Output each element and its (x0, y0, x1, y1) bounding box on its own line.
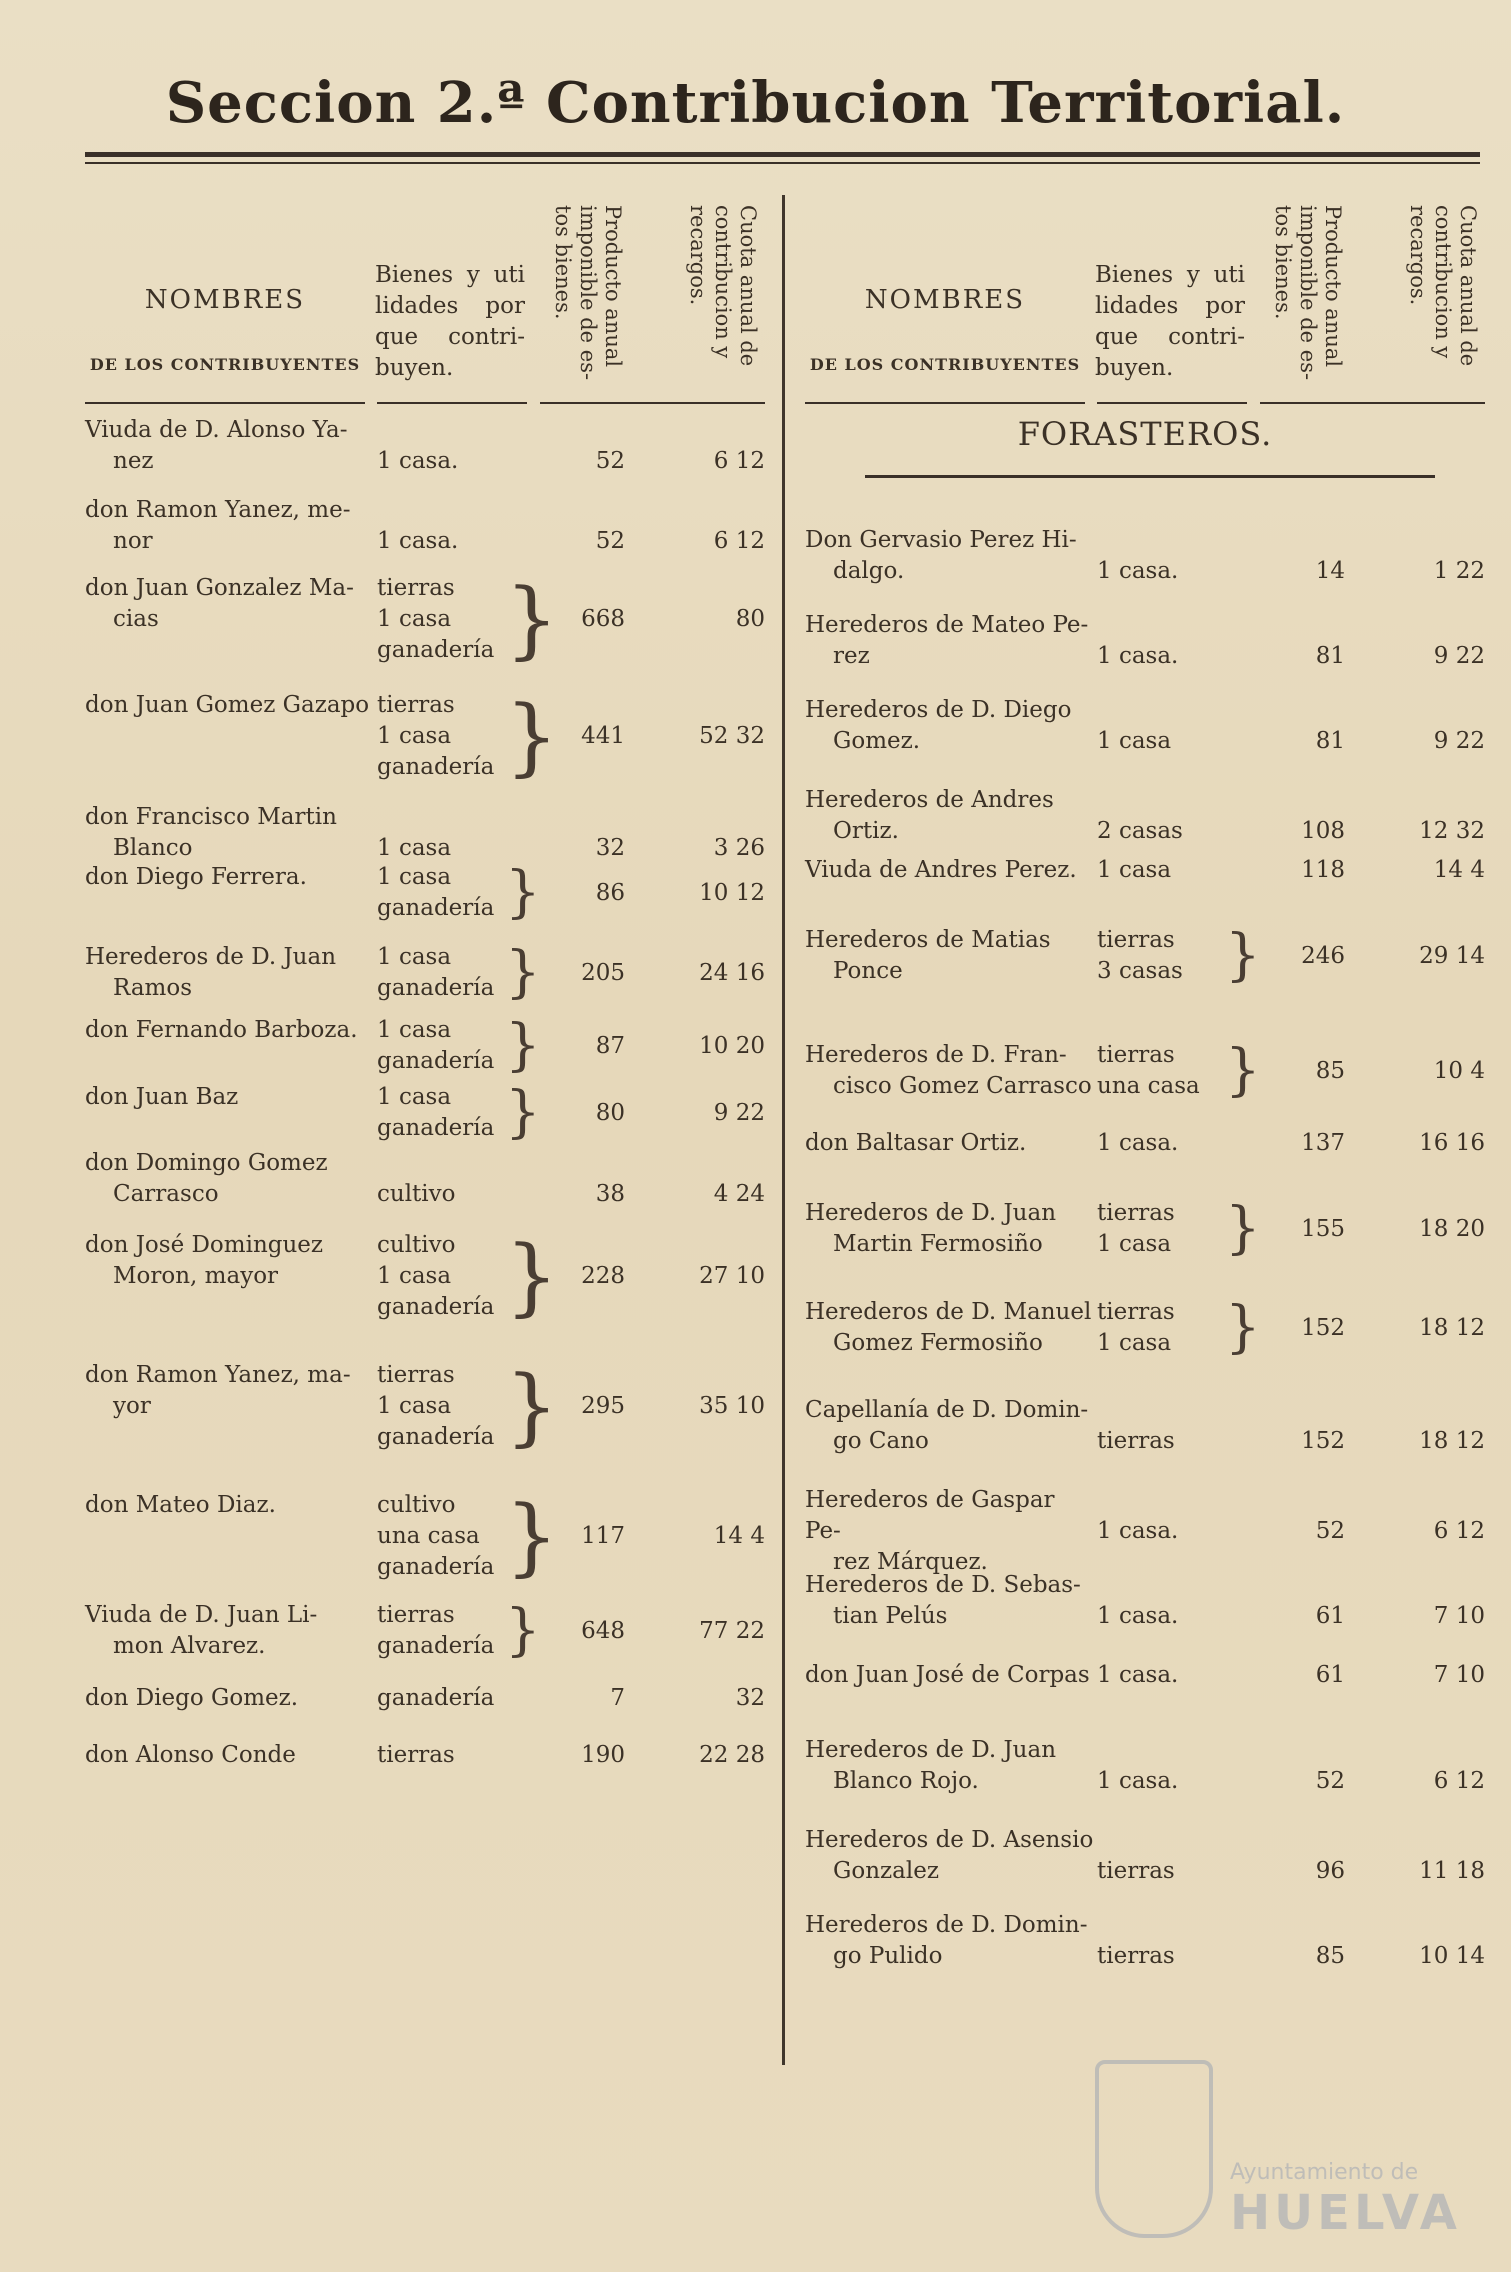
goods-item: ganadería (377, 637, 495, 663)
goods-item: ganadería (377, 1048, 495, 1074)
goods-item: ganadería (377, 975, 495, 1001)
contributor-name-line1: don Fernando Barboza. (85, 1017, 358, 1043)
cuota-value: 80 (735, 606, 765, 632)
contributor-name-line2: Gomez. (833, 728, 921, 754)
goods-item: tierras (377, 1602, 455, 1628)
title-rule (85, 152, 1480, 157)
contributor-name (85, 1015, 375, 1046)
contributor-name-line2: Martin Fermosiño (833, 1231, 1043, 1257)
goods-item: 1 casa (377, 606, 452, 632)
contributor-name-line1: don Diego Gomez. (85, 1685, 299, 1711)
cuota-value: 10 20 (699, 1032, 765, 1059)
forasteros-heading: FORASTEROS. (1017, 415, 1273, 453)
contributor-name (85, 1148, 375, 1210)
producto-value: 137 (1301, 1130, 1345, 1156)
contributor-name (85, 1230, 375, 1292)
brace-mark: } (505, 860, 541, 925)
contributor-name (805, 1660, 1095, 1691)
goods-cell (1097, 556, 1247, 587)
cuota-value: 22 28 (699, 1742, 765, 1768)
contributor-name-line1: Herederos de D. Juan (805, 1200, 1057, 1226)
contributor-name (805, 1735, 1095, 1797)
goods-item: 1 casa (1097, 728, 1172, 754)
cuota-value: 6 12 (713, 448, 765, 474)
goods-item: ganadería (377, 895, 495, 921)
contributor-name (805, 610, 1095, 672)
goods-item: 1 casa (377, 944, 452, 970)
goods-item: tierras (377, 575, 455, 601)
header-rule (1260, 402, 1485, 404)
goods-cell (1097, 816, 1247, 847)
goods-item: 1 casa (1097, 1231, 1172, 1257)
goods-item: 1 casa. (1097, 1518, 1179, 1544)
goods-item: cultivo (377, 1232, 456, 1258)
cuota-value: 9 22 (1433, 643, 1485, 669)
goods-item: ganadería (377, 1424, 495, 1450)
producto-value: 52 (1315, 1768, 1345, 1794)
forasteros-rule (865, 475, 1435, 478)
goods-item: 1 casa. (1097, 643, 1179, 669)
cuota-value: 6 12 (1433, 1518, 1485, 1544)
goods-item: 1 casa (377, 723, 452, 749)
goods-cell (1097, 1766, 1247, 1797)
producto-value: 87 (595, 1032, 625, 1059)
contributor-name (85, 573, 375, 635)
goods-item: tierras (1097, 1943, 1175, 1969)
goods-item: 1 casa (377, 1084, 452, 1110)
contributor-name (805, 1198, 1095, 1260)
goods-item: tierras (1097, 1042, 1175, 1068)
producto-value: 118 (1301, 857, 1345, 883)
cuota-value: 35 10 (699, 1393, 765, 1419)
producto-value: 228 (581, 1263, 625, 1289)
contributor-name-line2: dalgo. (833, 558, 905, 584)
producto-value: 52 (595, 528, 625, 554)
contributor-name-line1: don Mateo Diaz. (85, 1492, 276, 1518)
cuota-value: 27 10 (699, 1263, 765, 1289)
goods-item: 1 casa. (1097, 558, 1179, 584)
goods-item: una casa (377, 1523, 480, 1549)
contributor-name-line2: Ortiz. (833, 818, 899, 844)
contributor-name (805, 785, 1095, 847)
brace-mark: } (505, 1227, 559, 1325)
brace-mark: } (1225, 1295, 1261, 1360)
contributor-name-line1: don Diego Ferrera. (85, 864, 307, 890)
goods-item: ganadería (377, 1294, 495, 1320)
contributor-name-line2: go Cano (833, 1428, 929, 1454)
contributor-name-line2: Gonzalez (833, 1858, 939, 1884)
producto-value: 52 (595, 448, 625, 474)
cuota-value: 29 14 (1419, 942, 1485, 969)
cuota-value: 52 32 (699, 723, 765, 749)
producto-value: 85 (1315, 1943, 1345, 1969)
producto-value: 155 (1301, 1215, 1345, 1242)
producto-value: 32 (595, 835, 625, 861)
contributor-name (805, 1825, 1095, 1887)
contributor-name-line1: Herederos de D. Diego (805, 697, 1072, 723)
producto-value: 190 (581, 1742, 625, 1768)
header-names: NOMBRES (144, 285, 306, 315)
contributor-name (85, 415, 375, 477)
contributor-name (85, 495, 375, 557)
goods-item: tierras (377, 1742, 455, 1768)
cuota-value: 14 4 (1433, 857, 1485, 883)
goods-cell (1097, 1128, 1247, 1159)
goods-item: 1 casa (377, 864, 452, 890)
contributor-name-line1: don Juan Baz (85, 1084, 239, 1110)
contributor-name (805, 1395, 1095, 1457)
contributor-name-line1: don Juan José de Corpas (805, 1662, 1090, 1688)
cuota-value: 4 24 (713, 1181, 765, 1207)
cuota-value: 32 (735, 1685, 765, 1711)
cuota-value: 11 18 (1419, 1858, 1485, 1884)
goods-item: tierras (377, 692, 455, 718)
cuota-value: 14 4 (713, 1523, 765, 1549)
brace-mark: } (505, 570, 559, 668)
goods-item: 1 casa (1097, 1330, 1172, 1356)
header-producto: Producto anual imponible de es- tos bienes. (1271, 205, 1345, 381)
contributor-name-line1: Herederos de D. Asensio (805, 1827, 1094, 1853)
cuota-value: 24 16 (699, 959, 765, 986)
producto-value: 648 (581, 1617, 625, 1644)
header-cuota: Cuota anual de contribucion y recargos. (686, 205, 760, 367)
contributor-name-line1: Viuda de Andres Perez. (805, 857, 1077, 883)
producto-value: 61 (1315, 1662, 1345, 1688)
goods-item: 1 casa. (377, 448, 459, 474)
goods-item: 1 casa (1097, 857, 1172, 883)
watermark-seal (1095, 2050, 1461, 2260)
goods-cell (1097, 1601, 1247, 1632)
contributor-name-line2: Carrasco (113, 1181, 219, 1207)
goods-cell (1097, 641, 1247, 672)
contributor-name-line2: tian Pelús (833, 1603, 948, 1629)
cuota-value: 77 22 (699, 1617, 765, 1644)
contributor-name-line1: Capellanía de D. Domin- (805, 1397, 1089, 1423)
contributor-name-line1: Herederos de D. Manuel (805, 1299, 1092, 1325)
goods-item: 1 casa (377, 1263, 452, 1289)
contributor-name (85, 1600, 375, 1662)
producto-value: 152 (1301, 1428, 1345, 1454)
goods-cell (377, 1740, 527, 1771)
cuota-value: 7 10 (1433, 1662, 1485, 1688)
goods-item: 2 casas (1097, 818, 1183, 844)
left-table-header (85, 190, 765, 400)
goods-item: 1 casa (377, 835, 452, 861)
cuota-value: 6 12 (1433, 1768, 1485, 1794)
goods-item: tierras (1097, 1200, 1175, 1226)
contributor-name-line1: Herederos de D. Juan (805, 1737, 1057, 1763)
contributor-name (805, 1485, 1095, 1578)
contributor-name (805, 1040, 1095, 1102)
producto-value: 152 (1301, 1314, 1345, 1341)
contributor-name (85, 1360, 375, 1422)
contributor-name-line1: don Ramon Yanez, ma- (85, 1362, 351, 1388)
header-names-sub: DE LOS CONTRIBUYENTES (89, 355, 361, 374)
right-column (805, 190, 1485, 1969)
goods-cell (377, 1179, 527, 1210)
contributor-name-line1: Herederos de Matias (805, 927, 1051, 953)
header-cuota: Cuota anual de contribucion y recargos. (1406, 205, 1480, 367)
brace-mark: } (505, 1487, 559, 1585)
coat-of-arms-icon (1095, 2060, 1213, 2238)
cuota-value: 18 12 (1419, 1314, 1485, 1341)
goods-cell (1097, 1941, 1247, 1972)
producto-value: 295 (581, 1393, 625, 1419)
goods-item: 1 casa (377, 1017, 452, 1043)
producto-value: 108 (1301, 818, 1345, 844)
contributor-name-line2: go Pulido (833, 1943, 943, 1969)
contributor-name (805, 1128, 1095, 1159)
contributor-name (805, 855, 1095, 886)
goods-cell (1097, 1426, 1247, 1457)
goods-item: cultivo (377, 1492, 456, 1518)
cuota-value: 10 14 (1419, 1943, 1485, 1969)
contributor-name (805, 1297, 1095, 1359)
brace-mark: } (505, 1598, 541, 1663)
header-rule (85, 402, 365, 404)
title-rule-thin (85, 162, 1480, 164)
goods-item: una casa (1097, 1073, 1200, 1099)
contributor-name-line2: Blanco (113, 835, 193, 861)
goods-item: ganadería (377, 1115, 495, 1141)
contributor-name-line2: nez (113, 448, 154, 474)
producto-value: 86 (595, 879, 625, 906)
producto-value: 81 (1315, 643, 1345, 669)
producto-value: 96 (1315, 1858, 1345, 1884)
cuota-value: 16 16 (1419, 1130, 1485, 1156)
goods-cell (377, 526, 527, 557)
goods-cell (377, 1683, 527, 1714)
contributor-name-line1: Herederos de D. Sebas- (805, 1572, 1081, 1598)
cuota-value: 18 12 (1419, 1428, 1485, 1454)
contributor-name (85, 862, 375, 893)
goods-item: tierras (377, 1362, 455, 1388)
contributor-name (805, 1910, 1095, 1972)
cuota-value: 9 22 (713, 1099, 765, 1126)
header-bienes: Bienes y uti lidades por que contri- buyen. (1095, 262, 1245, 381)
contributor-name (85, 942, 375, 1004)
cuota-value: 7 10 (1433, 1603, 1485, 1629)
goods-item: ganadería (377, 754, 495, 780)
contributor-name-line1: don José Dominguez (85, 1232, 324, 1258)
cuota-value: 18 20 (1419, 1215, 1485, 1242)
contributor-name (805, 695, 1095, 757)
contributor-name (85, 1490, 375, 1521)
goods-item: 1 casa. (1097, 1130, 1179, 1156)
producto-value: 61 (1315, 1603, 1345, 1629)
brace-mark: } (505, 1013, 541, 1078)
brace-mark: } (1225, 923, 1261, 988)
goods-item: ganadería (377, 1685, 495, 1711)
producto-value: 117 (581, 1523, 625, 1549)
producto-value: 668 (581, 606, 625, 632)
goods-item: ganadería (377, 1554, 495, 1580)
goods-item: 3 casas (1097, 958, 1183, 984)
cuota-value: 1 22 (1433, 558, 1485, 584)
brace-mark: } (1225, 1196, 1261, 1261)
goods-cell (1097, 1516, 1247, 1547)
contributor-name (85, 1082, 375, 1113)
header-bienes: Bienes y uti lidades por que contri- buyen. (375, 262, 525, 381)
contributor-name-line1: Herederos de Gaspar Pe- (805, 1487, 1055, 1544)
watermark-line2: HUELVA (1230, 2185, 1461, 2241)
goods-cell (1097, 726, 1247, 757)
goods-item: ganadería (377, 1633, 495, 1659)
contributor-name-line2: cisco Gomez Carrasco (833, 1073, 1092, 1099)
cuota-value: 10 12 (699, 879, 765, 906)
contributor-name-line1: Herederos de D. Fran- (805, 1042, 1067, 1068)
goods-item: tierras (1097, 1428, 1175, 1454)
left-column (85, 190, 765, 1768)
contributor-name-line2: nor (113, 528, 153, 554)
contributor-name-line2: Ponce (833, 958, 903, 984)
contributor-name-line1: don Juan Gonzalez Ma- (85, 575, 354, 601)
contributor-name-line1: don Baltasar Ortiz. (805, 1130, 1027, 1156)
contributor-name (85, 802, 375, 864)
header-names: NOMBRES (864, 285, 1026, 315)
header-rule (1097, 402, 1247, 404)
contributor-name-line2: Moron, mayor (113, 1263, 279, 1289)
goods-cell (377, 446, 527, 477)
contributor-name-line2: Ramos (113, 975, 193, 1001)
contributor-name-line2: rez Márquez. (833, 1549, 988, 1575)
contributor-name-line1: Herederos de Andres (805, 787, 1054, 813)
header-rule (805, 402, 1085, 404)
goods-item: tierras (1097, 1299, 1175, 1325)
producto-value: 80 (595, 1099, 625, 1126)
goods-item: tierras (1097, 927, 1175, 953)
contributor-name-line1: don Alonso Conde (85, 1742, 296, 1768)
contributor-name (805, 525, 1095, 587)
contributor-name-line1: don Francisco Martin (85, 804, 337, 830)
goods-item: 1 casa (377, 1393, 452, 1419)
contributor-name-line1: Don Gervasio Perez Hi- (805, 527, 1077, 553)
producto-value: 441 (581, 723, 625, 749)
contributor-name (85, 1740, 375, 1771)
producto-value: 38 (595, 1181, 625, 1207)
goods-item: cultivo (377, 1181, 456, 1207)
contributor-name-line2: Gomez Fermosiño (833, 1330, 1043, 1356)
column-divider (782, 195, 785, 2065)
producto-value: 52 (1315, 1518, 1345, 1544)
header-producto: Producto anual imponible de es- tos bienes. (551, 205, 625, 381)
contributor-name-line2: mon Alvarez. (113, 1633, 266, 1659)
contributor-name-line2: Blanco Rojo. (833, 1768, 979, 1794)
contributor-name (805, 925, 1095, 987)
goods-cell (1097, 1856, 1247, 1887)
page-title: Seccion 2.ª Contribucion Territorial. (165, 70, 1346, 136)
producto-value: 246 (1301, 942, 1345, 969)
producto-value: 7 (610, 1685, 625, 1711)
contributor-name-line1: Herederos de D. Domin- (805, 1912, 1088, 1938)
contributor-name-line1: don Juan Gomez Gazapo (85, 692, 370, 718)
contributor-name-line1: Viuda de D. Alonso Ya- (85, 417, 348, 443)
header-names-sub: DE LOS CONTRIBUYENTES (809, 355, 1081, 374)
goods-item: tierras (1097, 1858, 1175, 1884)
contributor-name-line1: don Ramon Yanez, me- (85, 497, 351, 523)
header-rule (540, 402, 765, 404)
contributor-name-line1: Herederos de D. Juan (85, 944, 337, 970)
contributor-name (85, 690, 375, 721)
cuota-value: 10 4 (1433, 1057, 1485, 1084)
contributor-name-line2: yor (113, 1393, 151, 1419)
producto-value: 81 (1315, 728, 1345, 754)
contributor-name-line2: cias (113, 606, 159, 632)
contributor-name-line2: rez (833, 643, 870, 669)
producto-value: 14 (1315, 558, 1345, 584)
brace-mark: } (1225, 1038, 1261, 1103)
contributor-name-line1: Viuda de D. Juan Li- (85, 1602, 318, 1628)
watermark-line1: Ayuntamiento de (1230, 2160, 1419, 2185)
contributor-name (805, 1570, 1095, 1632)
goods-cell (1097, 855, 1247, 886)
goods-item: 1 casa. (1097, 1768, 1179, 1794)
brace-mark: } (505, 1080, 541, 1145)
cuota-value: 9 22 (1433, 728, 1485, 754)
goods-cell (1097, 1660, 1247, 1691)
goods-item: 1 casa. (1097, 1603, 1179, 1629)
goods-item: 1 casa. (377, 528, 459, 554)
goods-item: 1 casa. (1097, 1662, 1179, 1688)
brace-mark: } (505, 687, 559, 785)
producto-value: 85 (1315, 1057, 1345, 1084)
cuota-value: 3 26 (713, 835, 765, 861)
cuota-value: 12 32 (1419, 818, 1485, 844)
contributor-name-line1: don Domingo Gomez (85, 1150, 328, 1176)
contributor-name (85, 1683, 375, 1714)
brace-mark: } (505, 1357, 559, 1455)
header-rule (377, 402, 527, 404)
producto-value: 205 (581, 959, 625, 986)
cuota-value: 6 12 (713, 528, 765, 554)
brace-mark: } (505, 940, 541, 1005)
contributor-name-line1: Herederos de Mateo Pe- (805, 612, 1089, 638)
right-table-header (805, 190, 1485, 400)
